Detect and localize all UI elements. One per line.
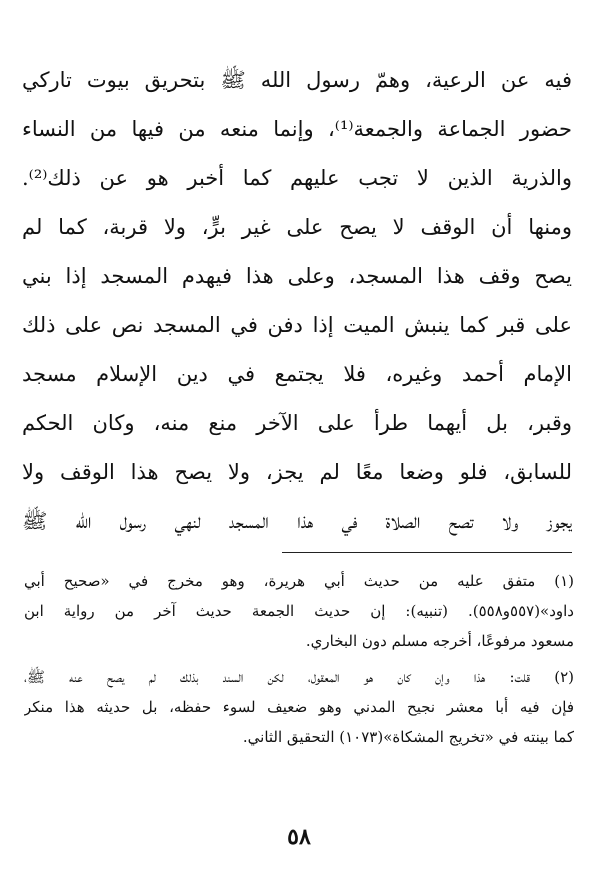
text-line: فيه عن الرعية، وهمّ رسول الله ﷺ بتحريق بيوت تاركي: [22, 68, 572, 92]
text-line: للسابق، فلو وضعا معًا لم يجز، ولا يصح هذا الوقف ولا: [22, 460, 572, 484]
footnotes-block: [24, 566, 574, 758]
footnote-line: (١) متفق عليه من حديث أبي هريرة، وهو مخرج في «صحيح أبي: [24, 572, 574, 590]
footnote-line: (٢) قلت: هذا وإن كان هو المعقول، لكن السند بذلك لم يصح عنه ﷺ،: [24, 668, 574, 686]
text-line: وقبر، بل أيهما طرأ على الآخر منع منه، وكان الحكم: [22, 411, 572, 435]
footnote-1: [24, 566, 574, 656]
footnote-2: [24, 662, 574, 752]
page-number: ٥٨: [287, 824, 311, 850]
text-line: يجوز ولا تصح الصلاة في هذا المسجد لنهي رسول الله ﷺ: [22, 509, 572, 533]
main-text-block: [22, 56, 572, 546]
text-line: ومنها أن الوقف لا يصح على غير برٍّ، ولا قربة، كما لم: [22, 215, 572, 239]
footnote-line: داود»(٥٥٧و٥٥٨). (تنبيه): إن حديث الجمعة حديث آخر من رواية ابن: [24, 602, 574, 620]
text-line: الإمام أحمد وغيره، فلا يجتمع في دين الإسلام مسجد: [22, 362, 572, 386]
text-line: على قبر كما ينبش الميت إذا دفن في المسجد نص على ذلك: [22, 313, 572, 337]
footnote-line: كما بينته في «تخريج المشكاة»(١٠٧٣) التحقيق الثاني.: [242, 728, 574, 746]
footnote-divider: [282, 552, 572, 553]
footnote-line: فإن فيه أبا معشر نجيح المدني وهو ضعيف لسوء حفظه، بل حديثه هذا منكر: [24, 698, 574, 716]
text-line: والذرية الذين لا تجب عليهم كما أخبر هو عن ذلك⁽²⁾.: [22, 166, 572, 190]
footnote-line: مسعود مرفوعًا، أخرجه مسلم دون البخاري.: [305, 632, 574, 650]
text-line: يصح وقف هذا المسجد، وعلى هذا فيهدم المسجد إذا بني: [22, 264, 572, 288]
text-line: حضور الجماعة والجمعة⁽¹⁾، وإنما منعه من فيها من النساء: [22, 117, 572, 141]
